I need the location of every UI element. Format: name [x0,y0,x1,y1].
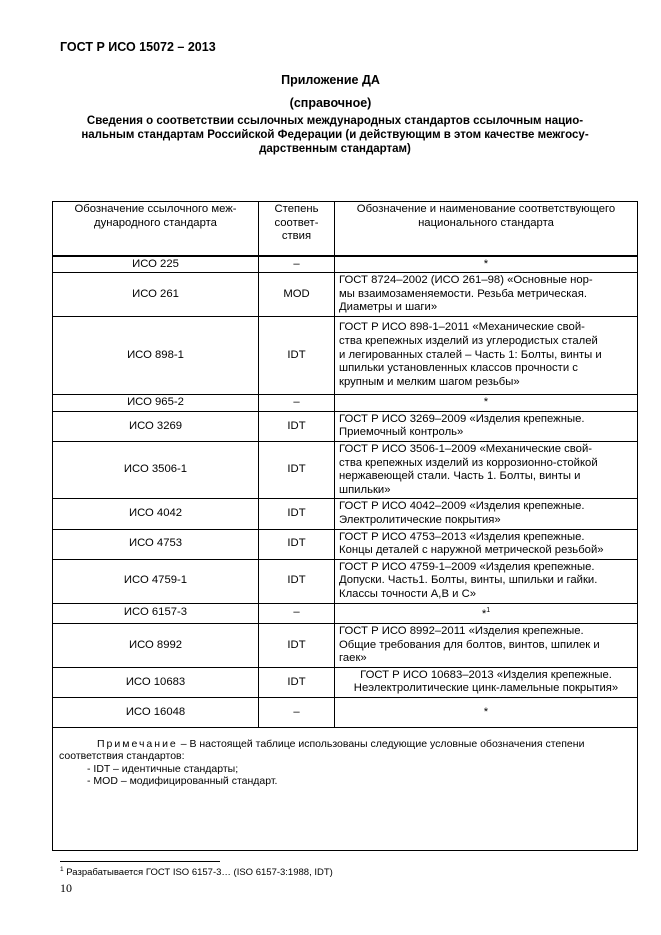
national-standard-line: * [483,396,489,409]
national-standard-line: крупным и мелким шагом резьбы» [339,375,520,388]
degree-cell: – [259,256,335,273]
table-row [53,623,638,667]
table-row [53,256,638,273]
national-standard-cell [335,603,638,623]
national-standard-cell [335,529,638,559]
footnote-divider [60,861,220,862]
national-standard-cell [335,697,638,727]
national-standard-line: Диаметры и шаги» [339,301,438,314]
reference-standard-cell: ИСО 3506-1 [53,442,259,499]
table-header-row [53,202,638,256]
national-standard-cell [335,442,638,499]
national-standard-cell [335,499,638,529]
table-row [53,697,638,727]
reference-standard-cell: ИСО 965-2 [53,394,259,411]
national-standard-line: ГОСТ Р ИСО 898-1–2011 «Механические свой- [339,321,585,334]
footnote-mark: 1 [60,866,64,873]
reference-standard-cell: ИСО 225 [53,256,259,273]
national-standard-cell [335,667,638,697]
national-standard-cell [335,411,638,441]
reference-standard-cell: ИСО 898-1 [53,316,259,394]
national-standard-line: ГОСТ Р ИСО 4753–2013 «Изделия крепежные. [339,530,585,543]
degree-cell: – [259,697,335,727]
national-standard-line: * [483,705,489,718]
national-standard-line: мы взаимозаменяемости. Резьба метрическая. [339,287,587,300]
footnote-text: Разрабатывается ГОСТ ISO 6157-3… (ISO 6157-3:1988, IDT) [63,867,333,879]
national-standard-line: * [481,608,487,621]
national-standard-line: нержавеющей стали. Часть 1. Болты, винты и [339,470,581,483]
national-standard-line: ГОСТ Р ИСО 3269–2009 «Изделия крепежные. [339,412,585,425]
reference-standard-cell: ИСО 4042 [53,499,259,529]
degree-cell: IDT [259,499,335,529]
note-label: Примечание [97,737,178,750]
footnote [60,866,333,878]
annex-heading [70,114,600,156]
national-standard-line: ГОСТ Р ИСО 10683–2013 «Изделия крепежные. [360,668,612,681]
table-body [53,256,638,728]
national-standard-line: ства крепежных изделий из углеродистых сталей [339,334,598,347]
national-standard-line: ГОСТ Р ИСО 4759-1–2009 «Изделия крепежные. [339,560,595,573]
table-row [53,394,638,411]
national-standard-line: Электролитические покрытия» [339,514,501,527]
national-standard-line: ГОСТ Р ИСО 4042–2009 «Изделия крепежные. [339,500,585,513]
note-item: - IDT – идентичные стандарты; [87,762,239,775]
table-row [53,559,638,603]
national-standard-cell [335,559,638,603]
national-standard-line: ГОСТ 8724–2002 (ИСО 261–98) «Основные нор- [339,274,593,287]
national-standard-cell [335,623,638,667]
national-standard-line: ГОСТ Р ИСО 3506-1–2009 «Механические свой- [339,443,593,456]
table-row [53,316,638,394]
reference-standard-cell: ИСО 3269 [53,411,259,441]
reference-standard-cell: ИСО 4753 [53,529,259,559]
document-code: ГОСТ Р ИСО 15072 – 2013 [60,40,216,54]
national-standard-cell [335,316,638,394]
page-number: 10 [60,881,72,895]
national-standard-line: Допуски. Часть1. Болты, винты, шпильки и гайки. [339,574,598,587]
national-standard-cell [335,394,638,411]
table-row [53,442,638,499]
table-row [53,529,638,559]
degree-cell: IDT [259,529,335,559]
annex-heading-line: Сведения о соответствии ссылочных международных стандартов ссылочным нацио- [86,115,584,127]
national-standard-line: Классы точности А,В и С» [339,588,477,600]
degree-cell: IDT [259,667,335,697]
annex-subtitle: (справочное) [289,96,372,110]
annex-heading-line: дарственным стандартам) [259,143,411,155]
reference-standard-cell: ИСО 8992 [53,623,259,667]
reference-standard-cell: ИСО 6157-3 [53,603,259,623]
reference-standard-cell: ИСО 261 [53,273,259,317]
table-note [53,727,638,850]
national-standard-line: Концы деталей с наружной метрической резьбой» [339,544,604,557]
national-standard-line: ГОСТ Р ИСО 8992–2011 «Изделия крепежные. [339,624,584,637]
footnote-reference: 1 [486,607,491,615]
table-row [53,273,638,317]
reference-standard-cell: ИСО 10683 [53,667,259,697]
national-standard-line: и легированных сталей – Часть 1: Болты, винты и [339,348,602,361]
national-standard-line: шпильки» [339,483,391,496]
degree-cell: IDT [259,623,335,667]
table-row [53,499,638,529]
degree-cell: IDT [259,442,335,499]
national-standard-line: Общие требования для болтов, винтов, шпилек и [339,638,600,651]
table-row [53,667,638,697]
header-reference-standard: Обозначение ссылочного меж- дународного стандарта [53,202,259,256]
note-first-line: Примечание – В настоящей таблице использованы следующие условные обозначения степени [97,737,585,750]
standards-correspondence-table [52,201,638,851]
national-standard-cell [335,273,638,317]
degree-cell: IDT [259,411,335,441]
national-standard-line: Приемочный контроль» [339,426,464,439]
degree-cell: – [259,603,335,623]
national-standard-line: ства крепежных изделий из коррозионно-стойкой [339,456,598,469]
reference-standard-cell: ИСО 16048 [53,697,259,727]
note-item: - MOD – модифицированный стандарт. [87,775,278,788]
national-standard-line: Неэлектролитические цинк-ламельные покрытия» [353,682,619,695]
degree-cell: – [259,394,335,411]
national-standard-line: шпильки установленных классов прочности с [339,362,578,375]
note-second-line: соответствия стандартов: [59,750,185,763]
header-national-standard: Обозначение и наименование соответствующего национального стандарта [335,202,638,256]
degree-cell: IDT [259,316,335,394]
national-standard-line: * [483,257,489,270]
annex-heading-line: нальным стандартам Российской Федерации (и действующим в этом качестве межгосу- [81,129,589,141]
annex-title: Приложение ДА [281,73,380,87]
national-standard-cell [335,256,638,273]
table-row [53,603,638,623]
header-degree-of-conformity: Степень соответ- ствия [259,202,335,256]
table-row [53,411,638,441]
national-standard-line: гаек» [339,652,367,665]
reference-standard-cell: ИСО 4759-1 [53,559,259,603]
degree-cell: MOD [259,273,335,317]
degree-cell: IDT [259,559,335,603]
table-note-row [53,727,638,850]
